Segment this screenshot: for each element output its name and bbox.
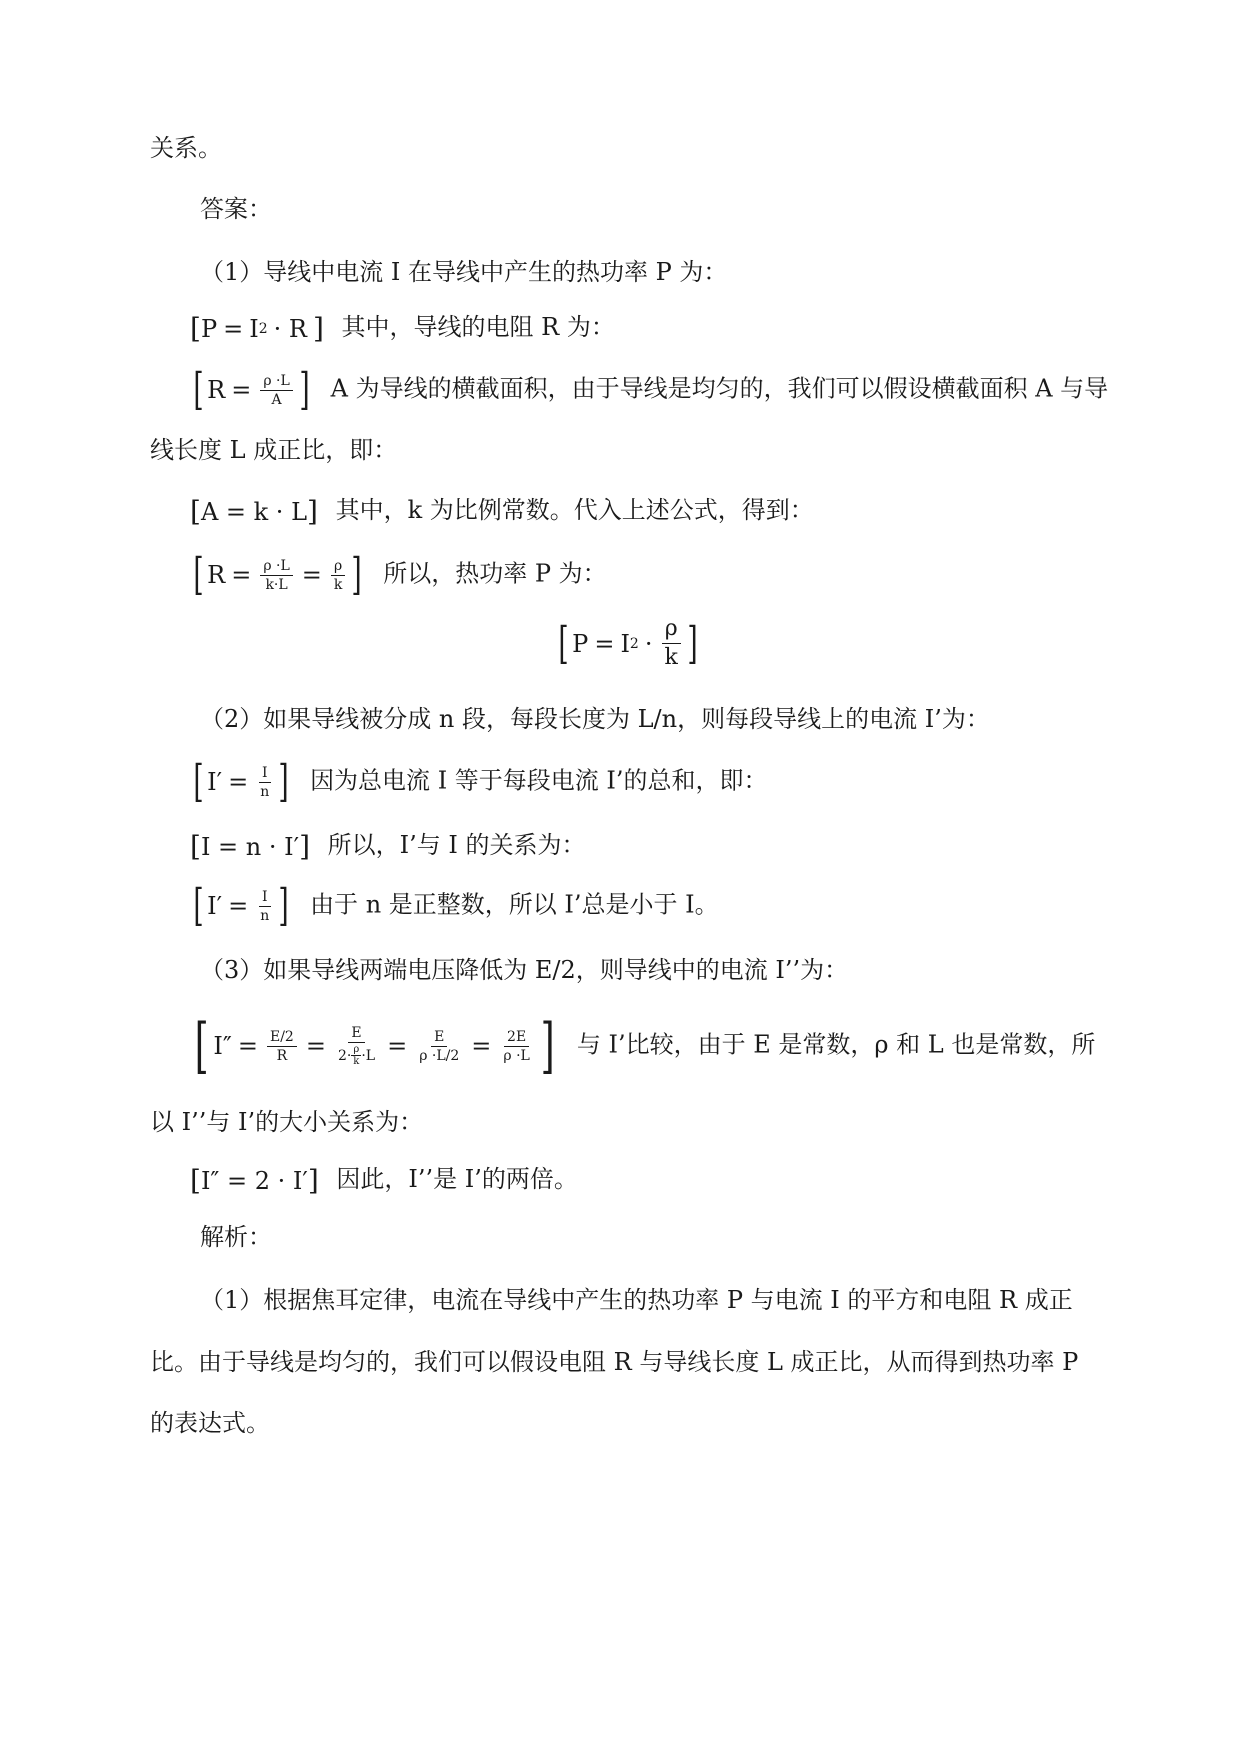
text-segment: 其中，k 为比例常数。代入上述公式，得到： bbox=[335, 496, 814, 524]
text-line: 比。由于导线是均匀的，我们可以假设电阻 R 与导线长度 L 成正比，从而得到热功率 P bbox=[150, 1348, 1079, 1376]
text-line: 线长度 L 成正比，即： bbox=[150, 436, 398, 464]
equation-line bbox=[190, 1011, 1130, 1081]
equation-reduced-voltage-current: [ I″ = $\frac{E/2}{R}$ = E 2· $\frac{\rho}{k}$ ·L = $\frac{E}{\rho \cdot L/2}$ = $\frac{2E}{\rho \cdot L}$ ] bbox=[194, 1011, 555, 1081]
text-segment: 其中，导线的电阻 R 为： bbox=[341, 313, 615, 341]
text-segment: 因此，I’’是 I’的两倍。 bbox=[336, 1165, 578, 1193]
text-segment: 所以，热功率 P 为： bbox=[383, 559, 607, 588]
equation-area: [ A = k · L ] bbox=[190, 494, 318, 528]
display-equation-heat-power: [ P = I 2 · $\frac{\rho}{k}$ ] bbox=[558, 616, 698, 670]
equation-resistance-substituted: [ R = $\frac{\rho \cdot L}{k\cdot L}$ = $\frac{\rho}{k}$ ] bbox=[193, 549, 363, 600]
text-line: 的表达式。 bbox=[150, 1409, 270, 1437]
equation-line bbox=[190, 880, 1130, 931]
text-segment: A 为导线的横截面积，由于导线是均匀的，我们可以假设横截面积 A 与导 bbox=[330, 374, 1109, 403]
text-segment: 所以，I’与 I 的关系为： bbox=[327, 831, 586, 859]
equation-line bbox=[190, 828, 1130, 864]
equation-line bbox=[190, 756, 1130, 807]
equation-double-current: [ I″ = 2 · I′ ] bbox=[190, 1163, 319, 1197]
equation-heat-power: [ P = I 2 · R ] bbox=[190, 311, 324, 345]
text-line: 以 I’’与 I’的大小关系为： bbox=[150, 1108, 424, 1136]
equation-total-current: [ I = n · I′ ] bbox=[190, 829, 310, 863]
equation-line bbox=[190, 364, 1130, 415]
text-segment: 与 I’比较，由于 E 是常数，ρ 和 L 也是常数，所 bbox=[576, 1030, 1096, 1059]
text-line: 关系。 bbox=[150, 134, 222, 162]
analysis-heading: 解析： bbox=[200, 1223, 272, 1251]
equation-line bbox=[190, 1162, 1130, 1198]
text-line: （1）导线中电流 I 在导线中产生的热功率 P 为： bbox=[200, 258, 728, 286]
equation-segment-current: [ I′ = $\frac{I}{n}$ ] bbox=[193, 756, 289, 807]
equation-line bbox=[190, 549, 1130, 600]
text-segment: 因为总电流 I 等于每段电流 I’的总和，即： bbox=[310, 766, 768, 795]
text-line: （3）如果导线两端电压降低为 E/2，则导线中的电流 I’’为： bbox=[200, 956, 849, 984]
text-segment: 由于 n 是正整数，所以 I’总是小于 I。 bbox=[310, 890, 719, 919]
equation-resistance: [ R = $\frac{\rho \cdot L}{A}$ ] bbox=[193, 364, 310, 415]
equation-line bbox=[190, 493, 1130, 529]
answer-heading: 答案： bbox=[200, 195, 272, 223]
equation-line bbox=[190, 310, 1130, 346]
text-line: （2）如果导线被分成 n 段，每段长度为 L/n，则每段导线上的电流 I’为： bbox=[200, 705, 990, 733]
equation-segment-current-2: [ I′ = $\frac{I}{n}$ ] bbox=[193, 880, 289, 931]
text-line: （1）根据焦耳定律，电流在导线中产生的热功率 P 与电流 I 的平方和电阻 R 成正 bbox=[200, 1286, 1073, 1314]
